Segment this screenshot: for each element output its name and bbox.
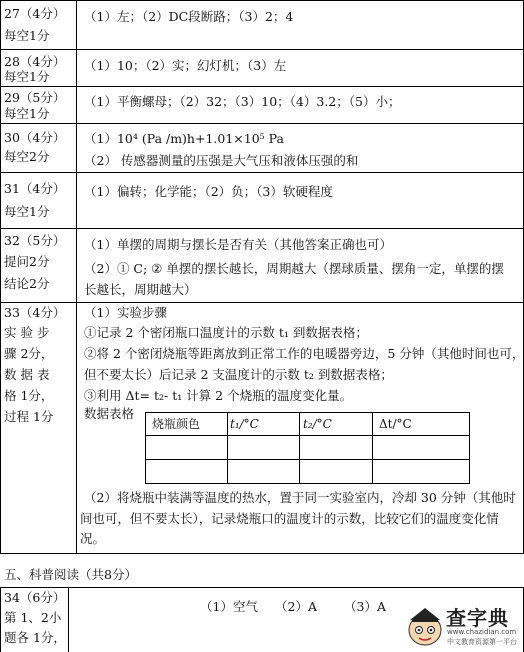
table-border-left	[0, 0, 1, 553]
watermark-main-text: 查字典	[446, 606, 509, 630]
row-divider	[0, 553, 524, 554]
row-30-answer-2: （2） 传感器测量的压强是大气压和液体压强的和	[84, 153, 359, 168]
data-table-header-dt: Δt/°C	[379, 417, 412, 431]
row-32-answer-1: （1）单摆的周期与摆长是否有关（其他答案正确也可）	[84, 237, 392, 252]
row-divider	[0, 302, 524, 303]
section-title: 五、科普阅读（共8分）	[4, 567, 137, 582]
row-33-step-2a: ②将 2 个密闭烧瓶等距离放到正常工作的电暖器旁边，5 分钟（其他时间也可，	[84, 346, 524, 361]
row-divider	[0, 228, 524, 229]
row-divider	[0, 86, 524, 87]
row-33-rule-3: 数 据 表	[4, 367, 50, 382]
row-32-answer-3: 长越长，周期越大）	[84, 282, 197, 297]
row-32-answer-2: （2）① C; ② 单摆的摆长越长，周期越大（摆球质量、摆角一定，单摆的摆	[84, 261, 504, 276]
row-33-rule-4: 格 1分，	[4, 388, 54, 403]
q34-column-divider	[68, 587, 69, 652]
data-table	[145, 412, 470, 484]
row-33-step-title: （1）实验步骤	[84, 305, 167, 320]
watermark-url: www.chazidian.com	[447, 628, 517, 636]
row-32-rule-2: 结论2分	[4, 276, 50, 291]
row-33-part2-line3: 况。	[80, 531, 106, 546]
row-33-rule-5: 过程 1分	[4, 409, 54, 424]
table-column-divider	[76, 0, 77, 553]
row-divider	[0, 123, 524, 124]
row-27-rule: 每空1分	[4, 28, 50, 43]
row-33-rule-1: 实 验 步	[4, 325, 50, 340]
row-30-answer-1: （1）10⁴ (Pa /m)h+1.01×10⁵ Pa	[84, 131, 284, 146]
row-29-rule: 每空1分	[4, 106, 50, 121]
row-33-table-label: 数据表格	[84, 406, 135, 421]
row-30-score: 30（4分）	[4, 130, 66, 145]
data-table-header-t1: t₁/°C	[230, 417, 259, 431]
mascot-icon	[402, 600, 448, 648]
q34-rule-1: 第 1、2小	[4, 610, 62, 625]
data-table-header-color: 烧瓶颜色	[152, 417, 201, 431]
data-table-col-divider	[299, 413, 300, 483]
q34-border-top	[0, 587, 524, 588]
data-table-row-divider	[146, 435, 469, 436]
q34-border-left	[0, 587, 1, 652]
row-29-score: 29（5分）	[4, 90, 66, 105]
row-28-rule: 每空1分	[4, 69, 50, 84]
q34-rule-2: 题各 1分，	[4, 630, 66, 645]
row-31-answer: （1）偏转；化学能；（2）负；（3）软硬程度	[84, 184, 333, 199]
row-27-score: 27（4分）	[4, 6, 66, 21]
row-32-score: 32（5分）	[4, 233, 66, 248]
row-31-score: 31（4分）	[4, 181, 66, 196]
row-divider	[0, 172, 524, 173]
row-33-step-3: ③利用 Δt= t₂- t₁ 计算 2 个烧瓶的温度变化量。	[84, 388, 353, 403]
data-table-row-divider	[146, 459, 469, 460]
row-28-answer: （1）10；（2）实；幻灯机；（3）左	[84, 58, 287, 73]
row-27-answer: （1）左；（2）DC段断路；（3）2；4	[84, 9, 294, 24]
row-33-part2-line1: （2）将烧瓶中装满等温度的热水，置于同一实验室内，冷却 30 分钟（其他时	[84, 490, 516, 505]
row-29-answer: （1）平衡螺母；（2）32；（3）10；（4）3.2；（5）小；	[84, 94, 401, 109]
row-32-rule-1: 提问2分	[4, 254, 50, 269]
site-watermark-logo	[402, 600, 520, 648]
row-33-step-2b: 但不要太长）后记录 2 支温度计的示数 t₂ 到数据表格；	[84, 367, 393, 382]
row-33-score: 33（4分）	[4, 305, 66, 320]
row-28-score: 28（4分）	[4, 54, 66, 69]
row-33-step-1: ①记录 2 个密闭瓶口温度计的示数 t₁ 到数据表格；	[84, 325, 368, 340]
row-33-rule-2: 骤 2分，	[4, 346, 54, 361]
q34-answer-3: （3）A	[344, 599, 386, 614]
row-divider	[0, 49, 524, 50]
row-31-rule: 每空1分	[4, 204, 50, 219]
watermark-tagline: 中文教育资源第一平台	[447, 638, 517, 646]
data-table-col-divider	[372, 413, 373, 483]
row-33-part2-line2: 间也可，但不要太长），记录烧瓶口的温度计的示数，比较它们的温度变化情	[80, 511, 499, 526]
q34-answer-1: （1）空气	[200, 599, 258, 614]
data-table-col-divider	[227, 413, 228, 483]
q34-answer-2: （2）A	[275, 599, 317, 614]
q34-score: 34（6分）	[4, 590, 66, 605]
data-table-header-t2: t₂/°C	[303, 417, 332, 431]
row-30-rule: 每空2分	[4, 149, 50, 164]
row-divider	[0, 0, 524, 1]
